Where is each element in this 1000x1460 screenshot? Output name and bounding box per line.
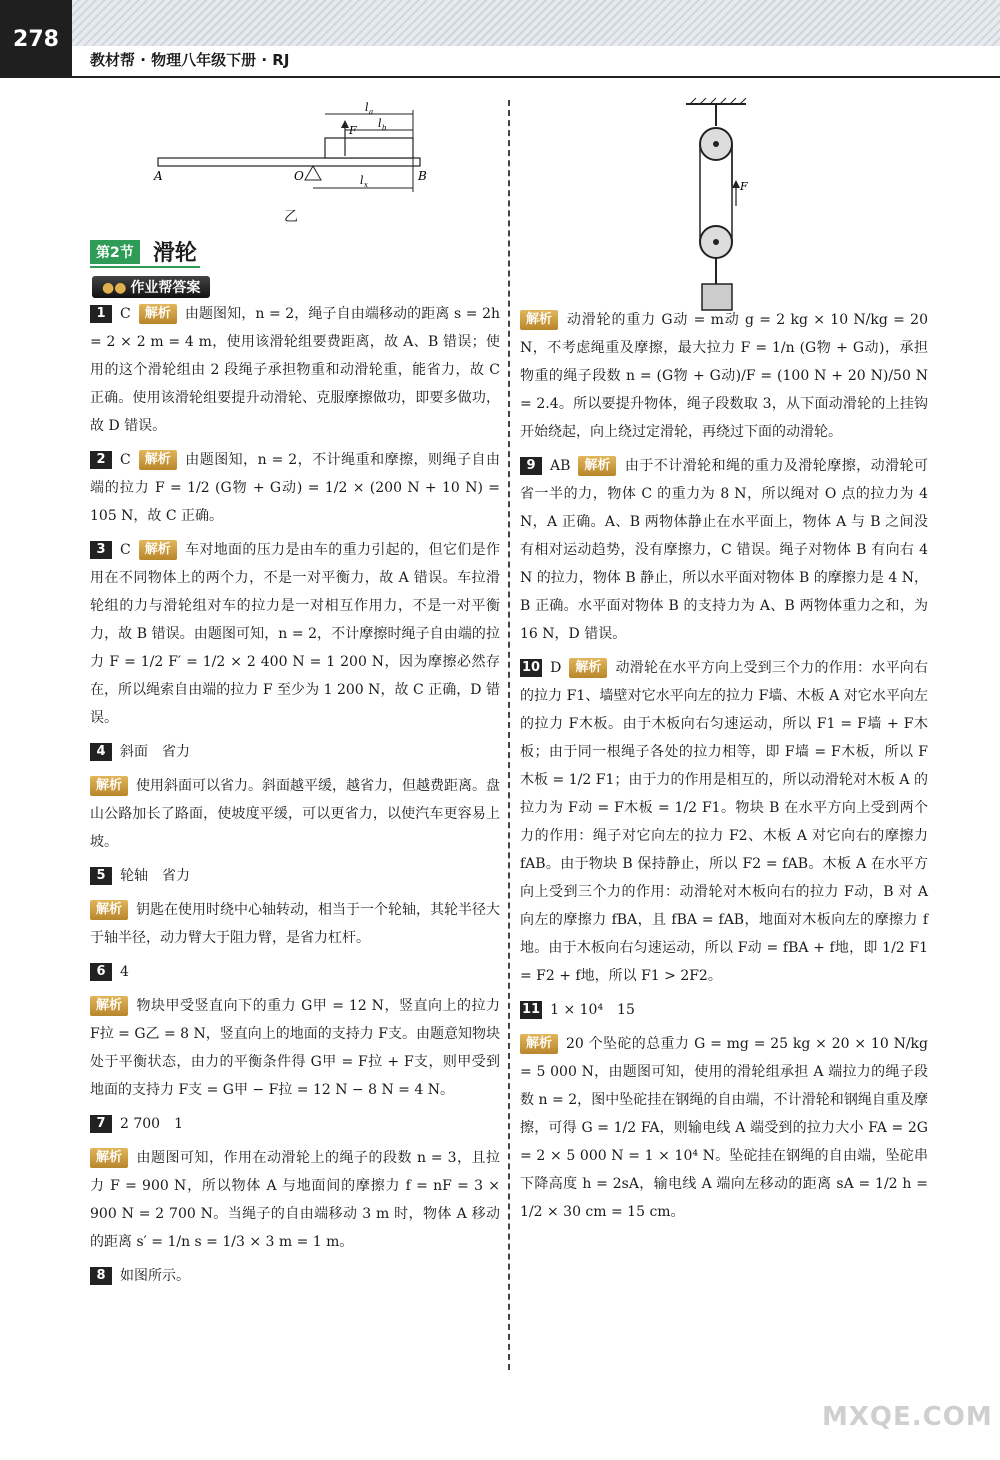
label-F: F — [349, 124, 357, 137]
label-lx-sub: x — [364, 181, 368, 189]
lever-figure — [150, 100, 440, 200]
subsection-label: ●● 作业帮答案 — [92, 276, 210, 298]
fulcrum — [305, 166, 321, 180]
lever-caption: 乙 — [284, 209, 298, 225]
page-header — [0, 0, 1000, 80]
section-title: 滑轮 — [152, 241, 197, 266]
page-number: 278 — [0, 0, 72, 78]
label-la: l — [365, 101, 369, 114]
analysis-8: 解析 动滑轮的重力 G动 = m动 g = 2 kg × 10 N/kg = 20 N，不考虑绳重及摩擦，最大拉力 F = 1/n (G物 + G动)，承担物重的绳子段数 n = (G物 + G动)/F = (100 N + 20 N)/50 N = 2.4。所以要提升物体，绳子段数取 3，从下面动滑轮的上挂钩开始绕起，向上绕过定滑轮，再绕过下面的动滑轮。 — [520, 312, 928, 440]
watermark: MXQE.COM — [822, 1402, 993, 1432]
analysis-5: 解析 钥匙在使用时绕中心轴转动，相当于一个轮轴，其轮半径大于轴半径，动力臂大于阻力臂，是省力杠杆。 — [90, 902, 501, 946]
moving-pulley-axle — [713, 239, 719, 245]
dots-icon: ●● — [102, 280, 127, 296]
book-title: 教材帮 · 物理八年级下册 · RJ — [72, 46, 1000, 78]
left-column — [90, 300, 500, 1296]
fixed-pulley-axle — [713, 141, 719, 147]
answer-8: 8 如图所示。 — [90, 1262, 500, 1290]
label-lb-sub: b — [382, 124, 387, 132]
header-rule — [72, 76, 1000, 78]
pulley-figure — [680, 96, 760, 316]
column-divider — [508, 100, 510, 1370]
label-A: A — [154, 169, 163, 183]
answer-3: 3 C 解析 车对地面的压力是由车的重力引起的，但它们是作用在不同物体上的两个力，不是一对平衡力，故 A 错误。车拉滑轮组的力与滑轮组对车的拉力是一对相互作用力，不是一对平衡力，故 B 错误。由题图可知，n = 2，不计摩擦时绳子自由端的拉力 F = 1/2 F′ = 1/2 × 2 400 N = 1 200 N，因为摩擦必然存在，所以绳索自由端的拉力 F 至少为 1 200 N，故 C 正确，D 错误。 — [90, 542, 500, 726]
label-B: B — [418, 169, 427, 183]
lever-block — [325, 138, 413, 158]
right-column — [520, 306, 928, 1232]
answer-6: 6 4 — [90, 958, 500, 986]
analysis-11: 解析 20 个坠砣的总重力 G = mg = 25 kg × 20 × 10 N/kg = 5 000 N，由题图可知，使用的滑轮组承担 A 端拉力的绳子段数 n = 2，图中坠砣挂在钢绳的自由端，不计滑轮和钢绳自重及摩擦，可得 G = 1/2 FA，则输电线 A 端受到的拉力大小 FA = 2G = 2 × 5 000 N = 1 × 10⁴ N。坠砣挂在钢绳的自由端，坠砣串下降高度 h = 2sA，输电线 A 端向左移动的距离 sA = 1/2 h = 1/2 × 30 cm = 15 cm。 — [520, 1036, 928, 1220]
analysis-4: 解析 使用斜面可以省力。斜面越平缓，越省力，但越费距离。盘山公路加长了路面，使坡度平缓，可以更省力，以使汽车更容易上坡。 — [90, 778, 501, 850]
answer-7: 7 2 700 1 — [90, 1110, 500, 1138]
answer-2: 2 C 解析 由题图知，n = 2，不计绳重和摩擦，则绳子自由端的拉力 F = 1/2 (G物 + G动) = 1/2 × (200 N + 10 N) = 105 N，故 C 正确。 — [90, 452, 500, 524]
analysis-6: 解析 物块甲受竖直向下的重力 G甲 = 12 N，竖直向上的拉力 F拉 = G乙 = 8 N，竖直向上的地面的支持力 F支。由题意知物块处于平衡状态，由力的平衡条件得 G甲 = F拉 + F支，则甲受到地面的支持力 F支 = G甲 − F拉 = 12 N − 8 N = 4 N。 — [90, 998, 500, 1098]
label-O: O — [294, 169, 304, 183]
lever-bar — [158, 158, 420, 166]
answer-9: 9 AB 解析 由于不计滑轮和绳的重力及滑轮摩擦，动滑轮可省一半的力，物体 C 的重力为 8 N，所以绳对 O 点的拉力为 4 N，A 正确。A、B 两物体静止在水平面上，物体 A 与 B 之间没有相对运动趋势，没有摩擦力，C 错误。绳子对物体 B 有向右 4 N 的拉力，物体 B 静止，所以水平面对物体 B 的摩擦力是 4 N，B 正确。水平面对物体 B 的支持力为 A、B 两物体重力之和，为 16 N，D 错误。 — [520, 458, 928, 642]
section-heading — [90, 236, 197, 267]
label-lb: l — [378, 117, 382, 130]
answer-1: 1 C 解析 由题图知，n = 2，绳子自由端移动的距离 s = 2h = 2 × 2 m = 4 m，使用该滑轮组要费距离，故 A、B 错误；使用的这个滑轮组由 2 段绳子承担物重和动滑轮重，能省力，故 C 正确。使用该滑轮组要提升动滑轮、克服摩擦做功，即要多做功，故 D 错误。 — [90, 306, 500, 434]
pull-arrowhead — [732, 180, 740, 188]
header-pattern — [72, 0, 1000, 46]
section-underline — [90, 266, 200, 268]
force-arrowhead — [341, 120, 349, 128]
label-lx: l — [360, 174, 364, 187]
analysis-7: 解析 由题图可知，作用在动滑轮上的绳子的段数 n = 3，且拉力 F = 900 N，所以物体 A 与地面间的摩擦力 f = nF = 3 × 900 N = 2 700 N。当绳子的自由端移动 3 m 时，物体 A 移动的距离 s′ = 1/n s = 1/3 × 3 m = 1 m。 — [90, 1150, 500, 1250]
answer-4: 4 斜面 省力 — [90, 738, 500, 766]
answer-11: 11 1 × 10⁴ 15 — [522, 1002, 635, 1018]
pulley-force-label: F — [740, 180, 748, 193]
section-badge: 第2节 — [90, 240, 140, 264]
answer-10: 10 D 解析 动滑轮在水平方向上受到三个力的作用：水平向右的拉力 F1、墙壁对它水平向左的拉力 F墙、木板 A 对它水平向左的拉力 F木板。由于木板向右匀速运动，所以 F1 = F墙 + F木板；由于同一根绳子各处的拉力相等，即 F墙 = F木板，所以 F木板 = 1/2 F1；由于力的作用是相互的，所以动滑轮对木板 A 的拉力为 F动 = F木板 = 1/2 F1。物块 B 在水平方向上受到两个力的作用：绳子对它向左的拉力 F2、木板 A 对它向右的摩擦力 fAB。由于物块 B 保持静止，所以 F2 = fAB。木板 A 在水平方向上受到三个力的作用：动滑轮对木板向右的拉力 F动，B 对 A 向左的摩擦力 fBA，且 fBA = fAB，地面对木板向左的摩擦力 f地。由于木板向右匀速运动，所以 F动 = fBA + f地，即 1/2 F1 = F2 + f地，所以 F1 > 2F2。 — [520, 660, 928, 984]
label-la-sub: a — [369, 108, 374, 116]
answer-5: 5 轮轴 省力 — [90, 862, 500, 890]
